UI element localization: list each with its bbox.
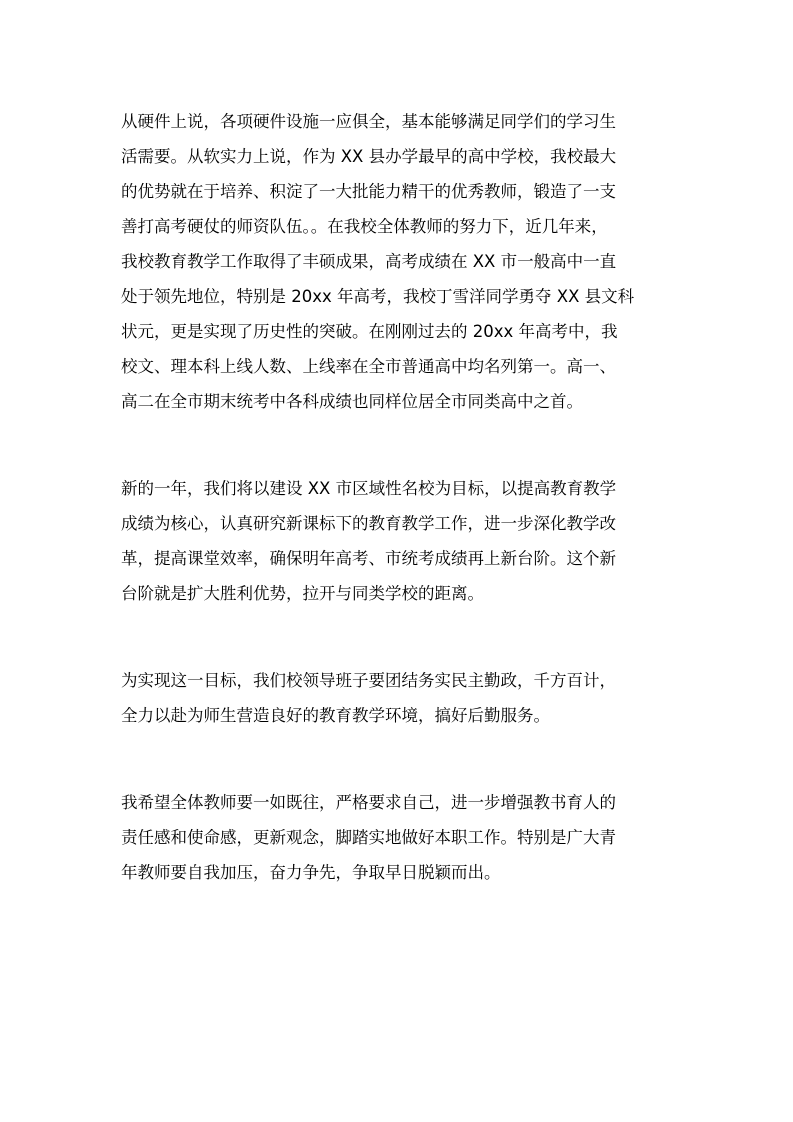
text-line: 责任感和使命感，更新观念，脚踏实地做好本职工作。特别是广大青 bbox=[121, 828, 616, 847]
text-line: 善打高考硬仗的师资队伍。。在我校全体教师的努力下，近几年来， bbox=[121, 217, 608, 236]
text-line: 我希望全体教师要一如既往，严格要求自己，进一步增强教书育人的 bbox=[121, 793, 616, 812]
text-line: 全力以赴为师生营造良好的教育教学环境，搞好后勤服务。 bbox=[121, 706, 550, 725]
text-line: 的优势就在于培养、积淀了一大批能力精干的优秀教师，锻造了一支 bbox=[121, 182, 616, 201]
text-line: 年教师要自我加压，奋力争先，争取早日脱颖而出。 bbox=[121, 863, 501, 882]
text-line: 台阶就是扩大胜利优势，拉开与同类学校的距离。 bbox=[121, 584, 484, 603]
text-line: 校文、理本科上线人数、上线率在全市普通高中均名列第一。高一、 bbox=[121, 357, 616, 376]
paragraph-leadership-commitment bbox=[121, 663, 681, 733]
text-line: 为实现这一目标，我们校领导班子要团结务实民主勤政，千方百计， bbox=[121, 671, 616, 690]
text-line: 活需要。从软实力上说，作为 XX 县办学最早的高中学校，我校最大 bbox=[121, 147, 617, 166]
text-line: 高二在全市期末统考中各科成绩也同样位居全市同类高中之首。 bbox=[121, 392, 583, 411]
paragraph-teacher-expectations bbox=[121, 785, 681, 890]
text-line: 新的一年，我们将以建设 XX 市区域性名校为目标，以提高教育教学 bbox=[121, 479, 617, 498]
text-line: 从硬件上说，各项硬件设施一应俱全，基本能够满足同学们的学习生 bbox=[121, 112, 616, 131]
text-line: 成绩为核心，认真研究新课标下的教育教学工作，进一步深化教学改 bbox=[121, 514, 616, 533]
text-line: 革，提高课堂效率，确保明年高考、市统考成绩再上新台阶。这个新 bbox=[121, 549, 616, 568]
text-line: 状元，更是实现了历史性的突破。在刚刚过去的 20xx 年高考中，我 bbox=[121, 322, 618, 341]
document-body bbox=[121, 104, 681, 942]
paragraph-new-year-goals bbox=[121, 471, 681, 611]
paragraph-school-strengths bbox=[121, 104, 681, 419]
text-line: 我校教育教学工作取得了丰硕成果，高考成绩在 XX 市一般高中一直 bbox=[121, 252, 617, 271]
text-line: 处于领先地位，特别是 20xx 年高考，我校丁雪洋同学勇夺 XX 县文科 bbox=[121, 287, 635, 306]
